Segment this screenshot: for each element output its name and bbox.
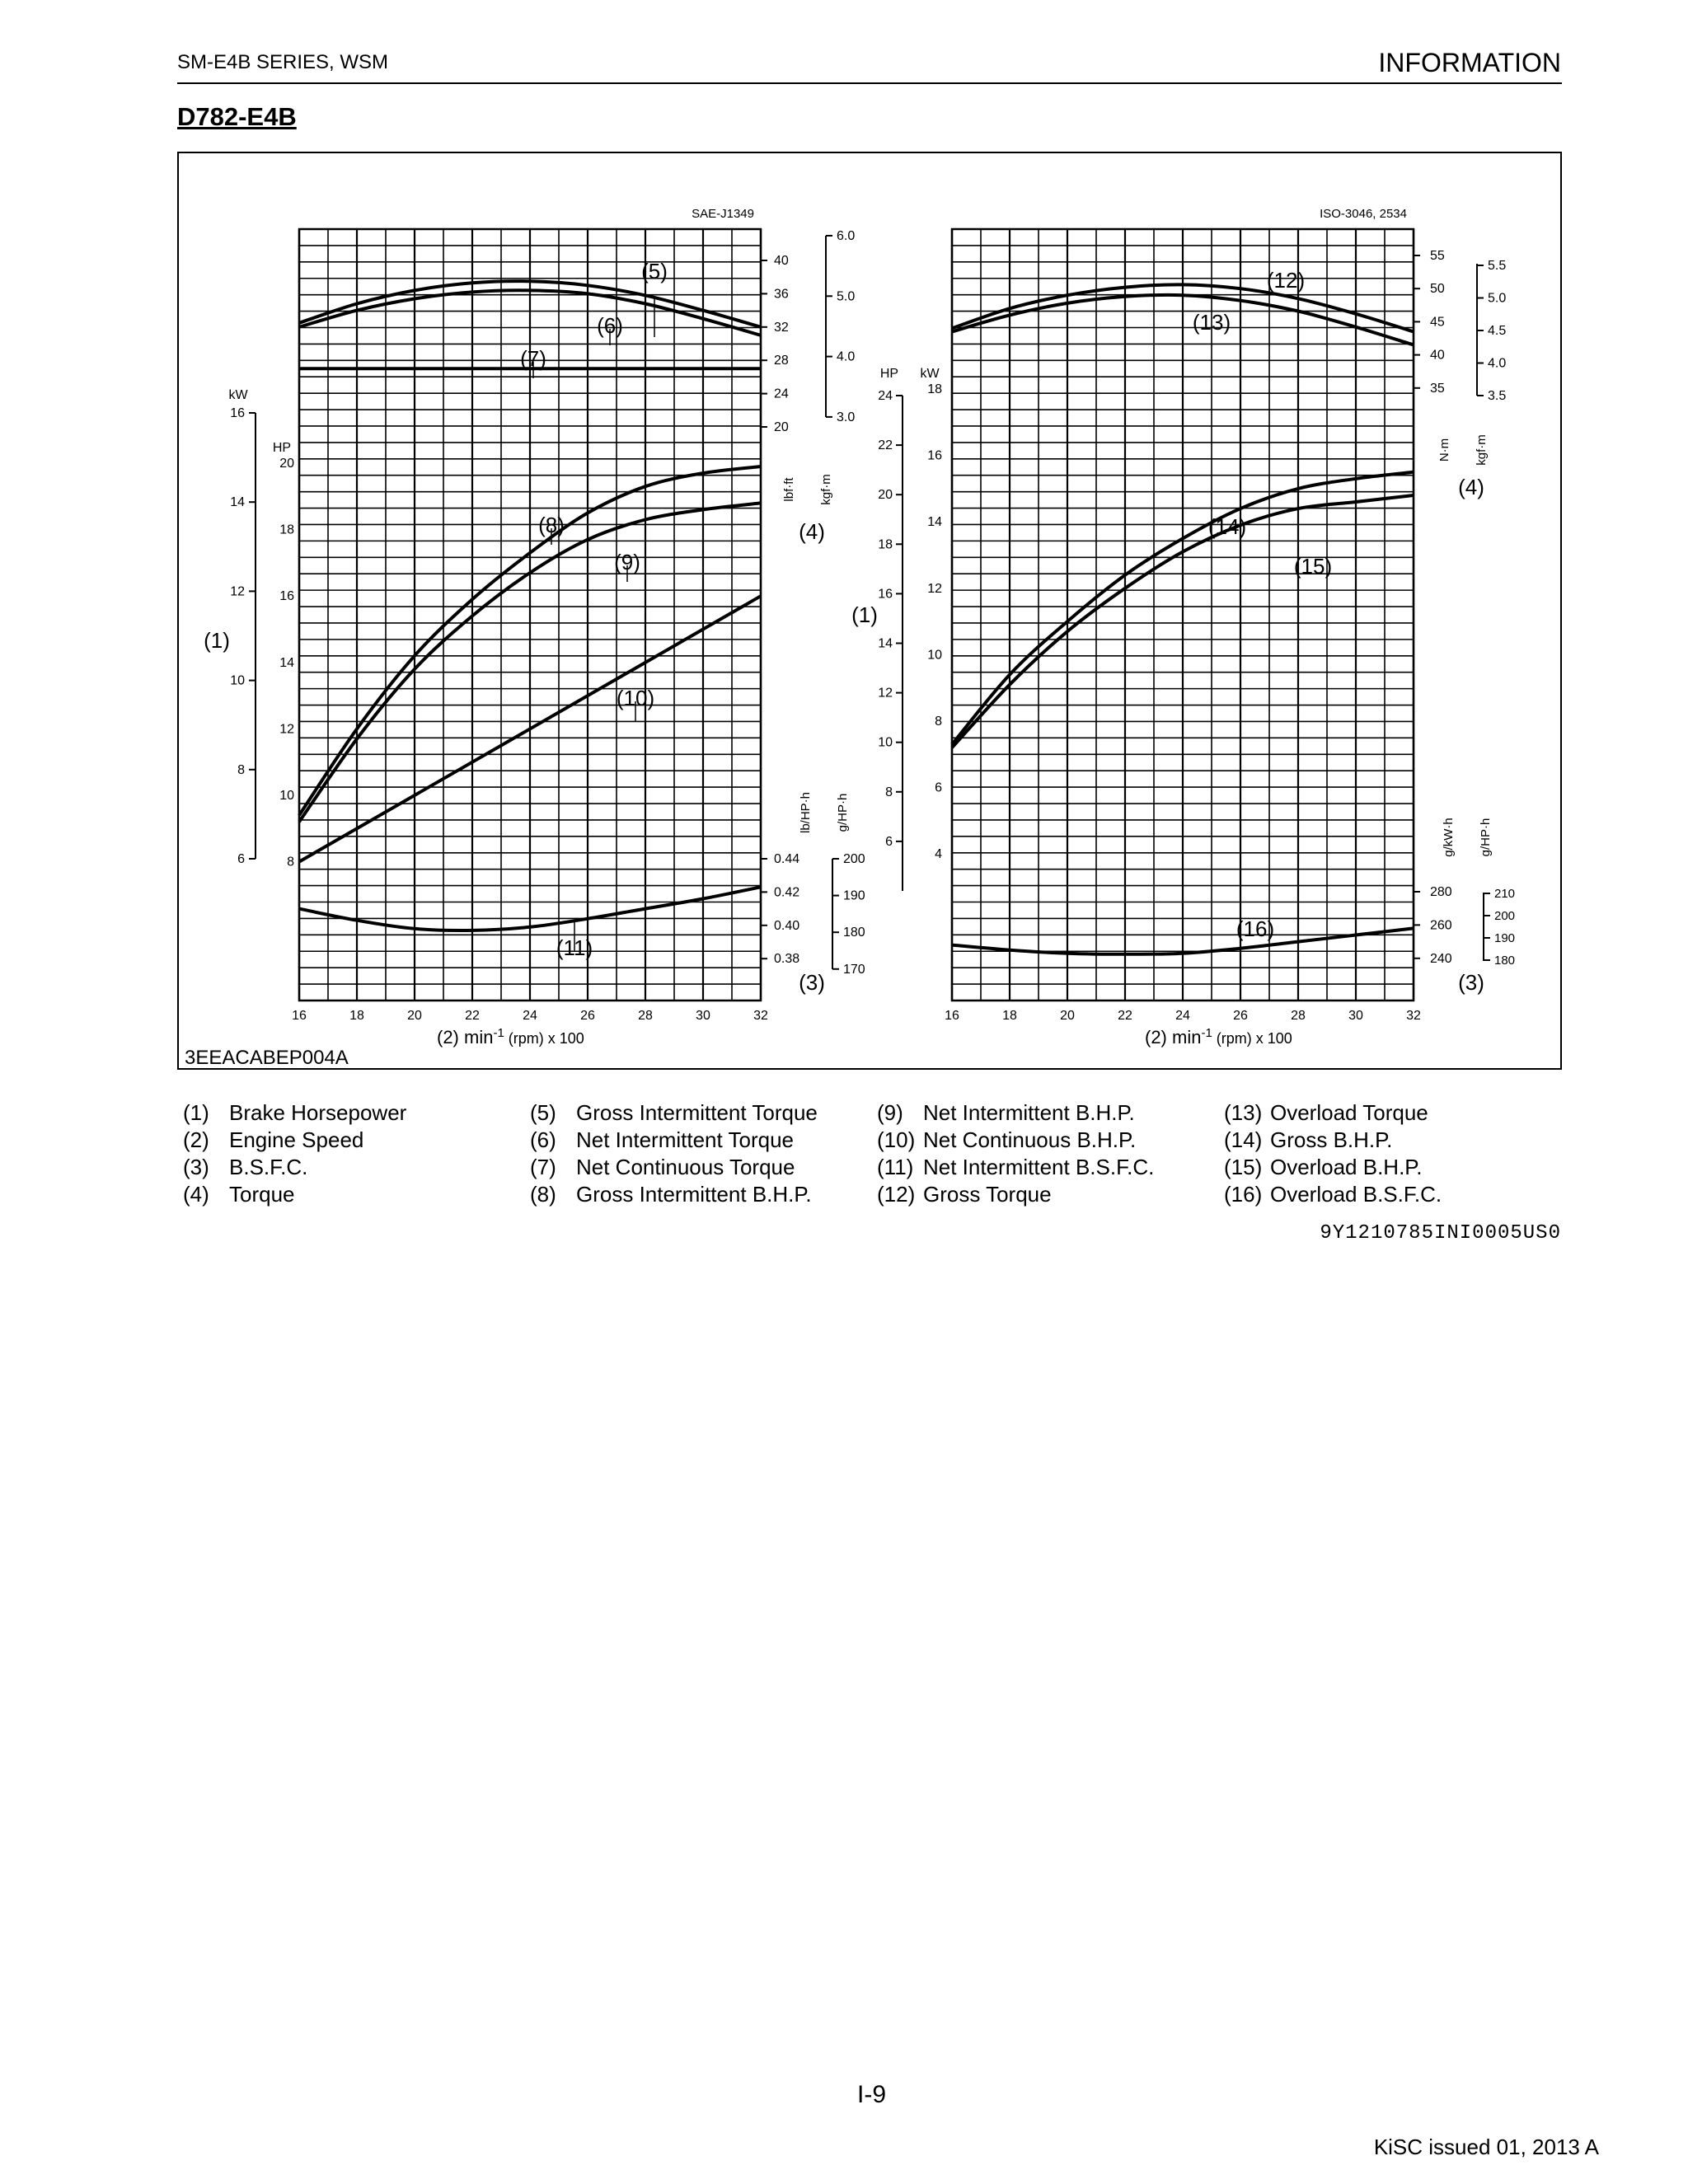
hp-tick-label: 8: [885, 785, 893, 799]
issued-note: KiSC issued 01, 2013 A: [1373, 2135, 1599, 2159]
torque-axis-tag: (4): [799, 519, 825, 544]
legend-col-3: [877, 1099, 1154, 1208]
x-tick-label: 32: [753, 1009, 768, 1023]
legend-item: [1224, 1154, 1442, 1181]
torque-tick-label: 40: [1430, 348, 1445, 363]
model-title: D782-E4B: [177, 102, 297, 131]
bsfc-tick-label: 240: [1430, 951, 1452, 966]
hp-tick-label: 12: [279, 722, 294, 737]
hp-tick-label: 12: [878, 686, 893, 701]
x-tick-label: 20: [407, 1009, 422, 1023]
curve-label: (16): [1236, 916, 1275, 941]
curve-label: (5): [641, 259, 668, 284]
curve-label: (14): [1207, 514, 1247, 539]
x-tick-label: 20: [1060, 1009, 1075, 1023]
hp-tick-label: 14: [878, 636, 893, 651]
kw-tick-label: 6: [935, 780, 942, 795]
x-tick-label: 24: [523, 1009, 537, 1023]
legend-text: Net Intermittent B.H.P.: [923, 1100, 1135, 1125]
legend-item: [1224, 1099, 1442, 1127]
bsfc-g-tick-label: 170: [843, 962, 865, 977]
hp-axis-unit: HP: [272, 441, 292, 455]
bsfc-g-tick-label: 180: [843, 926, 865, 940]
legend-number: (10): [877, 1127, 916, 1152]
hp-tick-label: 16: [878, 587, 893, 602]
x-axis-label: (2) $\min^{-1} (rpm)$ x 100: [437, 1025, 584, 1047]
legend-number: (3): [183, 1155, 209, 1179]
legend-item: [183, 1099, 406, 1127]
kw-tick-label: 8: [237, 762, 245, 777]
legend-item: [1224, 1127, 1442, 1154]
kw-tick-label: 16: [230, 406, 245, 420]
performance-figure: [177, 152, 1562, 1070]
legend-text: Net Continuous Torque: [576, 1155, 795, 1179]
legend-text: Net Intermittent B.S.F.C.: [923, 1155, 1155, 1179]
legend-number: (14): [1224, 1127, 1263, 1152]
legend-col-2: [530, 1099, 818, 1208]
chart-standard-label: ISO-3046, 2534: [1320, 207, 1407, 221]
kgfm-tick-label: 5.0: [837, 289, 856, 304]
x-tick-label: 16: [292, 1009, 307, 1023]
legend-text: Gross Torque: [923, 1182, 1052, 1207]
legend-col-4: [1224, 1099, 1442, 1208]
kw-tick-label: 10: [927, 648, 942, 663]
bsfc-lb-unit: lb/HP·h: [799, 791, 813, 834]
kgfm-tick-label: 6.0: [837, 229, 856, 243]
torque-tick-label: 36: [774, 287, 789, 302]
legend-item: [1224, 1181, 1442, 1208]
hp-tick-label: 18: [878, 537, 893, 552]
performance-charts: [179, 153, 1564, 1071]
torque-tick-label: 35: [1430, 381, 1445, 396]
hp-tick-label: 6: [885, 834, 893, 849]
x-tick-label: 22: [465, 1009, 480, 1023]
torque-kgfm-unit: kgf·m: [1475, 434, 1489, 466]
legend-item: [877, 1127, 1154, 1154]
hp-tick-label: 16: [279, 589, 294, 604]
legend-item: [530, 1154, 818, 1181]
legend-text: Gross Intermittent B.H.P.: [576, 1182, 812, 1207]
legend-item: [183, 1154, 406, 1181]
hp-tick-label: 10: [279, 789, 294, 803]
x-tick-label: 22: [1118, 1009, 1132, 1023]
kw-tick-label: 8: [935, 715, 942, 729]
x-tick-label: 24: [1175, 1009, 1190, 1023]
legend-number: (11): [877, 1155, 914, 1179]
x-tick-label: 28: [638, 1009, 653, 1023]
bsfc-tick-label: 0.44: [774, 852, 800, 866]
curve-label: (15): [1293, 554, 1333, 579]
hp-tick-label: 14: [279, 655, 294, 670]
curve-label: (11): [556, 935, 593, 960]
legend-number: (9): [877, 1100, 903, 1125]
x-tick-label: 32: [1406, 1009, 1421, 1023]
kgfm-tick-label: 5.0: [1488, 291, 1507, 306]
legend-text: Torque: [229, 1182, 295, 1207]
x-tick-label: 28: [1291, 1009, 1306, 1023]
legend-number: (6): [530, 1127, 556, 1152]
kgfm-tick-label: 4.0: [1488, 356, 1507, 371]
kw-tick-label: 12: [230, 584, 245, 599]
document-id: 9Y1210785INI0005US0: [1320, 1222, 1561, 1244]
hp-tick-label: 20: [878, 488, 893, 503]
hp-tick-label: 10: [878, 735, 893, 750]
torque-tick-label: 55: [1430, 249, 1445, 263]
power-axis-tag: (1): [851, 602, 878, 627]
legend-item: [530, 1127, 818, 1154]
hp-tick-label: 18: [279, 523, 294, 537]
torque-tick-label: 45: [1430, 315, 1445, 330]
bsfc-tick-label: 0.38: [774, 952, 800, 967]
legend-text: Gross Intermittent Torque: [576, 1100, 818, 1125]
hp-axis-unit: HP: [879, 367, 899, 381]
bsfc-hp-tick-label: 210: [1494, 887, 1516, 901]
kw-tick-label: 10: [230, 673, 245, 688]
x-tick-label: 30: [696, 1009, 710, 1023]
torque-tick-label: 50: [1430, 282, 1445, 297]
x-tick-label: 30: [1348, 1009, 1363, 1023]
legend-item: [877, 1181, 1154, 1208]
bsfc-tick-label: 280: [1430, 885, 1452, 899]
torque-axis-tag: (4): [1458, 475, 1484, 499]
bsfc-tick-label: 0.42: [774, 885, 800, 900]
x-axis-label: (2) $\min^{-1} (rpm)$ x 100: [1145, 1025, 1292, 1047]
torque-tick-label: 40: [774, 254, 789, 268]
legend-number: (2): [183, 1127, 209, 1152]
curve-label: (12): [1266, 268, 1306, 293]
bsfc-hp-tick-label: 180: [1494, 954, 1516, 968]
legend-col-1: [183, 1099, 406, 1208]
legend-text: Overload B.S.F.C.: [1270, 1182, 1442, 1207]
kw-tick-label: 14: [927, 515, 942, 530]
legend-text: Net Intermittent Torque: [576, 1127, 794, 1152]
x-tick-label: 26: [1233, 1009, 1248, 1023]
bsfc-g-unit: g/HP·h: [836, 793, 850, 832]
legend-number: (13): [1224, 1100, 1263, 1125]
curve-label: (7): [520, 346, 546, 371]
legend-number: (4): [183, 1182, 209, 1207]
x-tick-label: 26: [580, 1009, 595, 1023]
legend-text: Gross B.H.P.: [1270, 1127, 1393, 1152]
bsfc-tick-label: 0.40: [774, 918, 800, 933]
kw-tick-label: 12: [927, 581, 942, 596]
torque-nm-unit: N·m: [1437, 438, 1451, 462]
legend-text: Overload Torque: [1270, 1100, 1428, 1125]
bsfc-hp-tick-label: 200: [1494, 909, 1516, 923]
torque-tick-label: 24: [774, 387, 789, 401]
legend-number: (15): [1224, 1155, 1263, 1179]
legend-text: B.S.F.C.: [229, 1155, 308, 1179]
legend-item: [530, 1181, 818, 1208]
kw-tick-label: 14: [230, 495, 245, 510]
hp-tick-label: 24: [878, 389, 893, 403]
torque-tick-label: 32: [774, 320, 789, 335]
torque-tick-label: 20: [774, 420, 789, 434]
legend-number: (7): [530, 1155, 556, 1179]
kw-tick-label: 4: [935, 847, 942, 862]
hp-tick-label: 20: [279, 457, 294, 471]
bsfc-hp-tick-label: 190: [1494, 931, 1516, 945]
legend-text: Brake Horsepower: [229, 1100, 407, 1125]
torque-lbft-unit: lbf·ft: [782, 477, 796, 502]
header-section: INFORMATION: [1378, 48, 1561, 77]
hp-tick-label: 8: [287, 855, 294, 869]
bsfc-axis-tag: (3): [799, 970, 825, 995]
legend-item: [877, 1154, 1154, 1181]
torque-tick-label: 28: [774, 354, 789, 368]
kgfm-tick-label: 3.0: [837, 410, 856, 424]
legend-number: (12): [877, 1182, 916, 1207]
header-series: SM-E4B SERIES, WSM: [177, 51, 389, 73]
bsfc-hp-unit: g/HP·h: [1479, 818, 1493, 857]
kw-axis-unit: kW: [228, 388, 248, 402]
kw-tick-label: 18: [927, 382, 942, 396]
curve-label: (9): [614, 550, 640, 574]
curve-label: (10): [616, 686, 655, 710]
legend-item: [530, 1099, 818, 1127]
legend-text: Engine Speed: [229, 1127, 364, 1152]
figure-code: 3EEACABEP004A: [185, 1047, 349, 1069]
bsfc-tick-label: 260: [1430, 918, 1452, 933]
legend-item: [877, 1099, 1154, 1127]
curve-label: (8): [538, 513, 565, 537]
kgfm-tick-label: 4.0: [837, 349, 856, 364]
kgfm-tick-label: 5.5: [1488, 259, 1507, 273]
x-tick-label: 18: [1002, 1009, 1017, 1023]
curve-label: (6): [597, 313, 623, 338]
kw-tick-label: 16: [927, 448, 942, 463]
kgfm-tick-label: 4.5: [1488, 324, 1507, 338]
kgfm-tick-label: 3.5: [1488, 389, 1507, 403]
bsfc-axis-tag: (3): [1458, 970, 1484, 995]
legend-text: Net Continuous B.H.P.: [923, 1127, 1137, 1152]
x-tick-label: 16: [945, 1009, 959, 1023]
kw-tick-label: 6: [237, 852, 245, 866]
legend-number: (8): [530, 1182, 556, 1207]
legend-text: Overload B.H.P.: [1270, 1155, 1423, 1179]
legend-item: [183, 1127, 406, 1154]
curve-label: (13): [1192, 310, 1231, 335]
page-number: I-9: [857, 2081, 887, 2108]
bsfc-g-tick-label: 200: [843, 852, 865, 866]
bsfc-kw-unit: g/kW·h: [1442, 818, 1456, 857]
hp-tick-label: 22: [878, 438, 893, 453]
bsfc-g-tick-label: 190: [843, 888, 865, 903]
header-rule: [177, 82, 1562, 84]
legend-number: (16): [1224, 1182, 1263, 1207]
legend-item: [183, 1181, 406, 1208]
legend-number: (5): [530, 1100, 556, 1125]
power-axis-tag: (1): [204, 628, 230, 653]
x-tick-label: 18: [349, 1009, 364, 1023]
torque-kgfm-unit: kgf·m: [819, 474, 833, 505]
legend-number: (1): [183, 1100, 209, 1125]
chart-standard-label: SAE-J1349: [692, 207, 754, 221]
kw-axis-unit: kW: [920, 367, 940, 381]
